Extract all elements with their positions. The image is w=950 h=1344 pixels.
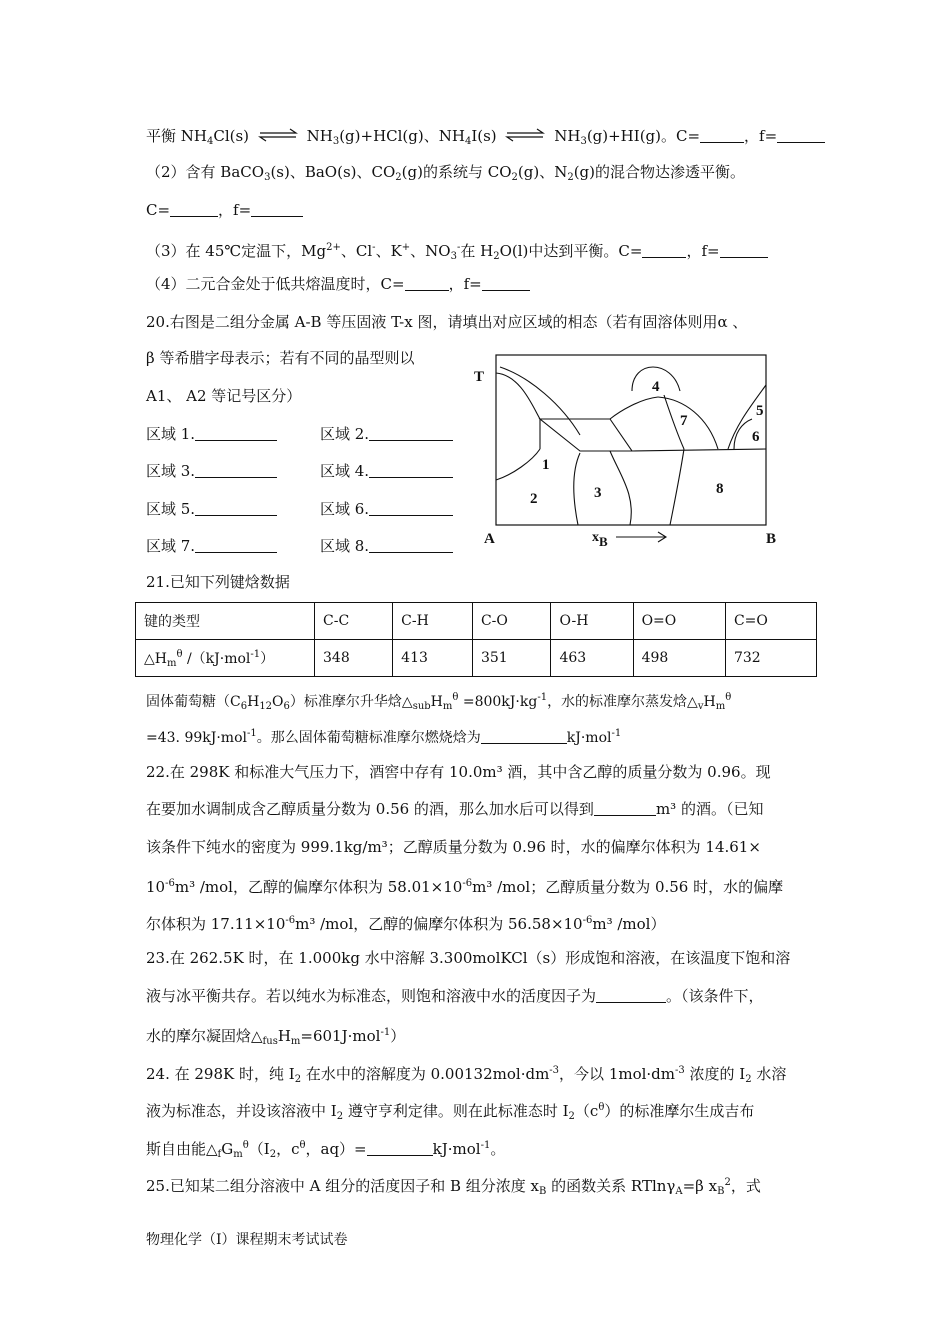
answer-blank[interactable]	[369, 499, 453, 516]
answer-blank[interactable]	[594, 799, 656, 816]
q19-line3: C= ，f=	[146, 200, 303, 220]
table-cell: 463	[551, 640, 633, 677]
axis-b-label: B	[766, 531, 777, 547]
q23-line2: 液与冰平衡共存。若以纯水为标准态，则饱和溶液中水的活度因子为 。（该条件下，	[146, 987, 764, 1005]
table-cell: C=O	[725, 603, 816, 640]
region-num-3: 3	[594, 485, 602, 501]
answer-blank[interactable]	[251, 200, 303, 217]
axis-x-label: xB	[592, 530, 608, 549]
region-num-2: 2	[530, 491, 538, 507]
answer-blank[interactable]	[195, 424, 277, 441]
region-8-field: 区域 8.	[320, 535, 453, 556]
region-num-5: 5	[756, 403, 764, 419]
bond-enthalpy-table	[135, 602, 817, 677]
table-cell: C-C	[315, 603, 393, 640]
equilibrium-arrow-icon	[258, 128, 298, 142]
region-num-8: 8	[716, 481, 724, 497]
table-cell: 413	[393, 640, 473, 677]
table-row	[136, 640, 817, 677]
q22-line5: 尔体积为 $17.11\times 10^{-6}m^3$ /mol，乙醇的偏摩尔体积为 $56.58\times 10^{-6}m^3$ /mol）	[146, 915, 666, 933]
region-7-field: 区域 7.	[146, 535, 277, 556]
region-1-field: 区域 1.	[146, 423, 277, 444]
phase-diagram	[470, 345, 800, 555]
axis-a-label: A	[484, 531, 495, 547]
q24-line2: 液为标准态，并设该溶液中 $I_2$ 遵守亨利定律。则在此标准态时 $I_2(c^\theta)$的标准摩尔生成吉布	[146, 1102, 755, 1122]
q23-line3: 水的摩尔凝固焓$\triangle_{fus}H_m=601J\cdot mol^{-1}$）	[146, 1027, 406, 1047]
answer-blank[interactable]	[405, 274, 449, 291]
q23-line1: 23.在 262.5K 时，在 1.000kg 水中溶解 3.300molKCl（s）形成饱和溶液，在该温度下饱和溶	[146, 949, 791, 967]
region-5-field: 区域 5.	[146, 498, 277, 519]
q24-line1: 24. 在 298K 时，纯 $I_2$ 在水中的溶解度为 $0.00132mol\cdot dm^{-3}$，今以 $1mol\cdot dm^{-3}$ 浓度的 $I_2$ 水溶	[146, 1065, 787, 1085]
q19-line2: （2）含有 BaCO$_3$(s)、BaO(s)、$CO_2(g)$的系统与 $CO_2(g)$、$N_2(g)$的混合物达渗透平衡。	[146, 163, 746, 183]
table-cell: O=O	[633, 603, 725, 640]
answer-blank[interactable]	[481, 727, 567, 744]
q19-line1: 平衡 $NH_4Cl(s)$ $NH_3(g)+HCl(g)$、$NH_4I(s)$ $NH_3(g)+HI(g)$。C= ，f=	[146, 126, 825, 152]
answer-blank[interactable]	[195, 461, 277, 478]
table-cell: $\triangle H_m^\theta$ /（kJ·mol$^{-1}$）	[136, 640, 315, 677]
answer-blank[interactable]	[195, 499, 277, 516]
answer-blank[interactable]	[482, 274, 530, 291]
q25-line1: 25.已知某二组分溶液中 A 组分的活度因子和 B 组分浓度 $x_B$ 的函数关系 RTlnγ$_A$=β $x_B^2$，式	[146, 1177, 761, 1197]
table-row	[136, 603, 817, 640]
q22-line3: 该条件下纯水的密度为 999.1kg/m³；乙醇质量分数为 0.96 时，水的偏摩尔体积为 14.61×	[146, 838, 761, 856]
table-cell: C-H	[393, 603, 473, 640]
arrow-right-icon	[616, 532, 666, 542]
axis-t-label: T	[474, 369, 485, 385]
answer-blank[interactable]	[720, 241, 768, 258]
table-cell: 键的类型	[136, 603, 315, 640]
answer-blank[interactable]	[369, 424, 453, 441]
q22-line2: 在要加水调制成含乙醇质量分数为 0.56 的酒，那么加水后可以得到 m³ 的酒。（已知	[146, 800, 764, 818]
region-3-field: 区域 3.	[146, 460, 277, 481]
answer-blank[interactable]	[195, 536, 277, 553]
answer-blank[interactable]	[170, 200, 218, 217]
table-cell: 351	[472, 640, 551, 677]
answer-blank[interactable]	[369, 461, 453, 478]
q20-line2: β 等希腊字母表示；若有不同的晶型则以	[146, 349, 415, 367]
q20-line1: 20.右图是二组分金属 A-B 等压固液 T-x 图，请填出对应区域的相态（若有固溶体则用α 、	[146, 313, 748, 331]
q21-line2: =43. 99kJ·mol$^{-1}$。那么固体葡萄糖标准摩尔燃烧焓为 kJ·mol$^{-1}$	[146, 728, 622, 746]
q22-line1: 22.在 298K 和标准大气压力下，酒窖中存有 10.0m³ 酒，其中含乙醇的质量分数为 0.96。现	[146, 763, 771, 781]
region-num-6: 6	[752, 429, 760, 445]
q19-line4: （3）在 45℃定温下，$Mg^{2+}$、Cl-、K+、$NO_3^-$在 $H_2O(l)$中达到平衡。C= ，f=	[146, 238, 768, 267]
q19-line5: （4）二元合金处于低共熔温度时，C= ，f=	[146, 274, 530, 294]
region-4-field: 区域 4.	[320, 460, 453, 481]
region-2-field: 区域 2.	[320, 423, 453, 444]
answer-blank[interactable]	[367, 1139, 433, 1156]
answer-blank[interactable]	[369, 536, 453, 553]
answer-blank[interactable]	[700, 126, 744, 143]
table-cell: 732	[725, 640, 816, 677]
table-cell: 348	[315, 640, 393, 677]
region-6-field: 区域 6.	[320, 498, 453, 519]
q24-line3: 斯自由能$\triangle_fG_m^\theta(I_2$，$c^\theta$，aq）= kJ·mol$^{-1}$。	[146, 1140, 506, 1160]
q21-line1: 固体葡萄糖$(C_6H_{12}O_6)$标准摩尔升华焓$\triangle_{sub}H_m^\theta =800kJ\cdot kg^{-1}$，水的标准摩尔蒸发焓$\triangle_vH_m^\theta$	[146, 692, 732, 712]
equilibrium-arrow-icon	[505, 128, 545, 142]
region-num-7: 7	[680, 413, 688, 429]
answer-blank[interactable]	[777, 126, 825, 143]
answer-blank[interactable]	[596, 986, 666, 1003]
page-footer: 物理化学（Ⅰ）课程期末考试试卷	[146, 1232, 348, 1248]
region-num-4: 4	[652, 379, 660, 395]
region-num-1: 1	[542, 457, 550, 473]
table-cell: O-H	[551, 603, 633, 640]
q20-line3: A1、 A2 等记号区分）	[146, 387, 302, 405]
q21-intro: 21.已知下列键焓数据	[146, 573, 290, 591]
q22-line4: $10^{-6}m^3$ /mol，乙醇的偏摩尔体积为 $58.01\times 10^{-6}m^3$ /mol；乙醇质量分数为 0.56 时，水的偏摩	[146, 878, 784, 896]
table-cell: 498	[633, 640, 725, 677]
table-cell: C-O	[472, 603, 551, 640]
answer-blank[interactable]	[642, 241, 686, 258]
